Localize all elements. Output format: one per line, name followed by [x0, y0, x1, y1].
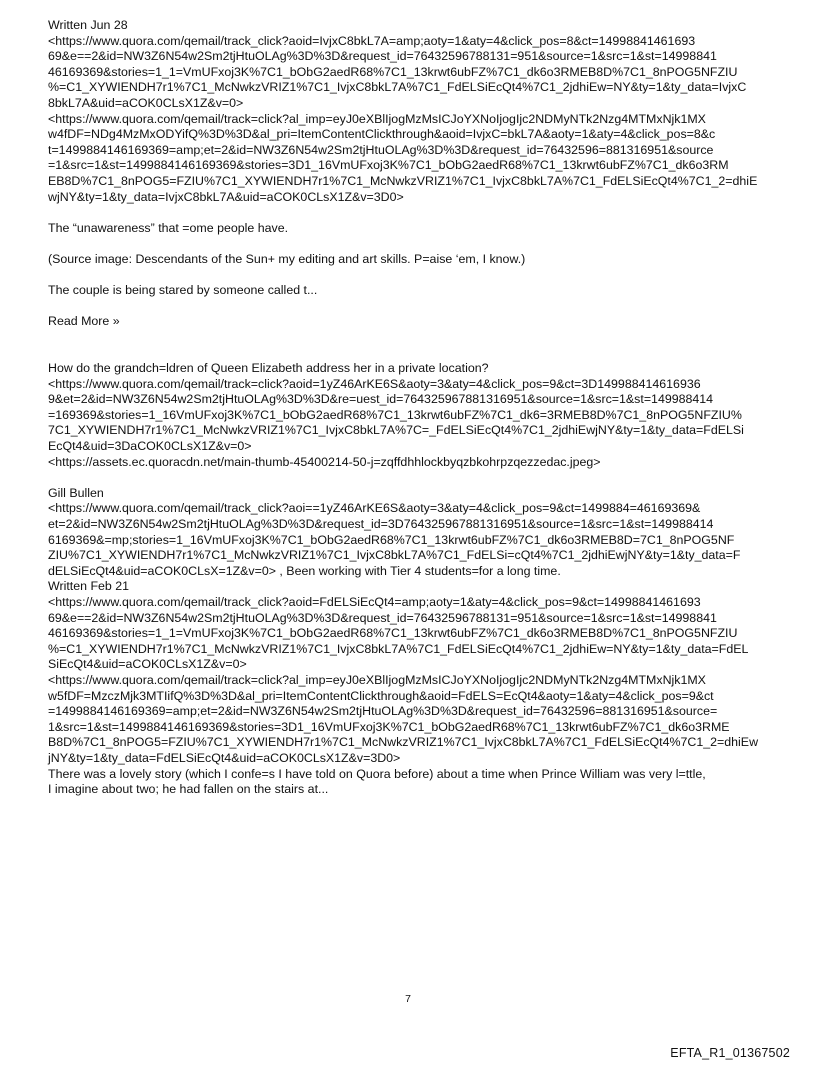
document-body [48, 18, 772, 798]
text-line: =1&src=1&st=1499884146169369&stories=3D1_16VmUFxoj3K%7C1_bObG2aedR68%7C1_13krwt6ubFZ%7C1_dk6o3RM [48, 158, 729, 173]
text-line: How do the grandch=ldren of Queen Elizabeth address her in a private location? [48, 361, 489, 376]
text-line: <https://www.quora.com/qemail/track=click?aoid=1yZ46ArKE6S&aoty=3&aty=4&click_pos=9&ct=3D149988414616936 [48, 376, 701, 391]
text-line: t=1499884146169369=amp;et=2&id=NW3Z6N54w2Sm2tjHtuOLAg%3D%3D&request_id=76432596=881316951&source [48, 142, 714, 157]
text-line: Gill Bullen [48, 485, 104, 500]
text-line: <https://assets.ec.quoracdn.net/main-thumb-45400214-50-j=zqffdhhlockbyqzbkohrpzqezzedac.jpeg> [48, 454, 601, 469]
text-line: %=C1_XYWIENDH7r1%7C1_McNwkzVRIZ1%7C1_IvjxC8bkL7A%7C1_FdELSiEcQt4%7C1_2jdhiEw=NY&ty=1&ty_data=FdEL [48, 641, 749, 656]
text-line: 1&src=1&st=1499884146169369&stories=3D1_16VmUFxoj3K%7C1_bObG2aedR68%7C1_13krwt6ubFZ%7C1_dk6o3RME [48, 719, 730, 734]
text-line: I imagine about two; he had fallen on the stairs at... [48, 782, 329, 797]
text-line: =1499884146169369=amp;et=2&id=NW3Z6N54w2Sm2tjHtuOLAg%3D%3D&request_id=76432596=881316951&source= [48, 704, 718, 719]
text-line: <https://www.quora.com/qemail/track=click?al_imp=eyJ0eXBlIjogMzMsICJoYXNoIjogIjc2NDMyNTk2Nzg4MTMxNjk1MX [48, 672, 706, 687]
text-line: <https://www.quora.com/qemail/track_click?aoid=FdELSiEcQt4=amp;aoty=1&aty=4&click_pos=9&ct=14998841461693 [48, 594, 701, 609]
text-line: <https://www.quora.com/qemail/track_click?aoid=IvjxC8bkL7A=amp;aoty=1&aty=4&click_pos=8&ct=14998841461693 [48, 33, 696, 48]
blank-line [48, 470, 772, 486]
text-line: SiEcQt4&uid=aCOK0CLsX1Z&v=0> [48, 657, 247, 672]
text-line: B8D%7C1_8nPOG5=FZIU%7C1_XYWIENDH7r1%7C1_McNwkzVRIZ1%7C1_IvjxC8bkL7A%7C1_FdELSiEcQt4%7C1_2=dhiEw [48, 735, 759, 750]
text-line: 69&e==2&id=NW3Z6N54w2Sm2tjHtuOLAg%3D%3D&request_id=76432596788131=951&source=1&src=1&st=14998841 [48, 610, 717, 625]
blank-line [48, 299, 772, 315]
text-line: 8bkL7A&uid=aCOK0CLsX1Z&v=0> [48, 95, 244, 110]
blank-line [48, 268, 772, 284]
text-line: Written Feb 21 [48, 579, 130, 594]
text-line: dELSiEcQt4&uid=aCOK0CLsX=1Z&v=0> , Been working with Tier 4 students=for a long time. [48, 563, 561, 578]
text-line: EcQt4&uid=3DaCOK0CLsX1Z&v=0> [48, 439, 252, 454]
text-line: 46169369&stories=1_1=VmUFxoj3K%7C1_bObG2aedR68%7C1_13krwt6ubFZ%7C1_dk6o3RMEB8D%7C1_8nPOG5NFZIU [48, 626, 738, 641]
text-line: w4fDF=NDg4MzMxODYifQ%3D%3D&al_pri=ItemContentClickthrough&aoid=IvjxC=bkL7A&aoty=1&aty=4&click_pos=8&c [48, 127, 716, 142]
text-line: <https://www.quora.com/qemail/track=click?al_imp=eyJ0eXBlIjogMzMsICJoYXNoIjogIjc2NDMyNTk2Nzg4MTMxNjk1MX [48, 111, 706, 126]
text-line: There was a lovely story (which I confe=s I have told on Quora before) about a time when Prince William was very l=ttle, [48, 766, 706, 781]
text-line: Written Jun 28 [48, 18, 128, 32]
text-line: 46169369&stories=1_1=VmUFxoj3K%7C1_bObG2aedR68%7C1_13krwt6ubFZ%7C1_dk6o3RMEB8D%7C1_8nPOG5NFZIU [48, 64, 738, 79]
text-line: 7C1_XYWIENDH7r1%7C1_McNwkzVRIZ1%7C1_IvjxC8bkL7A%7C=_FdELSiEcQt4%7C1_2jdhiEwjNY&ty=1&ty_data=FdELSi [48, 423, 744, 438]
text-line: %=C1_XYWIENDH7r1%7C1_McNwkzVRIZ1%7C1_IvjxC8bkL7A%7C1_FdELSiEcQt4%7C1_2jdhiEw=NY&ty=1&ty_data=IvjxC [48, 80, 747, 95]
text-line: Read More » [48, 314, 120, 329]
text-line: wjNY&ty=1&ty_data=IvjxC8bkL7A&uid=aCOK0CLsX1Z&v=3D0> [48, 189, 404, 204]
text-line: <https://www.quora.com/qemail/track_click?aoi==1yZ46ArKE6S&aoty=3&aty=4&click_pos=9&ct=1499884=46169369& [48, 501, 701, 516]
blank-line [48, 330, 772, 346]
blank-line [48, 236, 772, 252]
text-line: jNY&ty=1&ty_data=FdELSiEcQt4&uid=aCOK0CLsX1Z&v=3D0> [48, 750, 401, 765]
text-line: =169369&stories=1_16VmUFxoj3K%7C1_bObG2aedR68%7C1_13krwt6ubFZ%7C1_dk6=3RMEB8D%7C1_8nPOG5NFZIU% [48, 407, 742, 422]
text-line: 9&et=2&id=NW3Z6N54w2Sm2tjHtuOLAg%3D%3D&re=uest_id=764325967881316951&source=1&src=1&st=149988414 [48, 392, 714, 407]
text-line: EB8D%7C1_8nPOG5=FZIU%7C1_XYWIENDH7r1%7C1_McNwkzVRIZ1%7C1_IvjxC8bkL7A%7C1_FdELSiEcQt4%7C1_2=dhiE [48, 173, 758, 188]
text-line: w5fDF=MzczMjk3MTIifQ%3D%3D&al_pri=ItemContentClickthrough&aoid=FdELS=EcQt4&aoty=1&aty=4&click_pos=9&ct [48, 688, 714, 703]
text-line: The “unawareness” that =ome people have. [48, 220, 289, 235]
text-line: 69&e==2&id=NW3Z6N54w2Sm2tjHtuOLAg%3D%3D&request_id=76432596788131=951&source=1&src=1&st=14998841 [48, 49, 717, 64]
text-line: The couple is being stared by someone called t... [48, 283, 318, 298]
bates-number: EFTA_R1_01367502 [670, 1046, 790, 1060]
text-line: (Source image: Descendants of the Sun+ my editing and art skills. P=aise ‘em, I know.) [48, 251, 526, 266]
blank-line [48, 205, 772, 221]
blank-line [48, 345, 772, 361]
text-line: 6169369&=mp;stories=1_16VmUFxoj3K%7C1_bObG2aedR68%7C1_13krwt6ubFZ%7C1_dk6o3RMEB8D=7C1_8nPOG5NF [48, 532, 735, 547]
text-line: ZIU%7C1_XYWIENDH7r1%7C1_McNwkzVRIZ1%7C1_IvjxC8bkL7A%7C1_FdELSi=cQt4%7C1_2jdhiEwjNY&ty=1&ty_data=F [48, 548, 741, 563]
page-number: 7 [405, 993, 411, 1005]
text-line: et=2&id=NW3Z6N54w2Sm2tjHtuOLAg%3D%3D&request_id=3D764325967881316951&source=1&src=1&st=149988414 [48, 517, 714, 531]
